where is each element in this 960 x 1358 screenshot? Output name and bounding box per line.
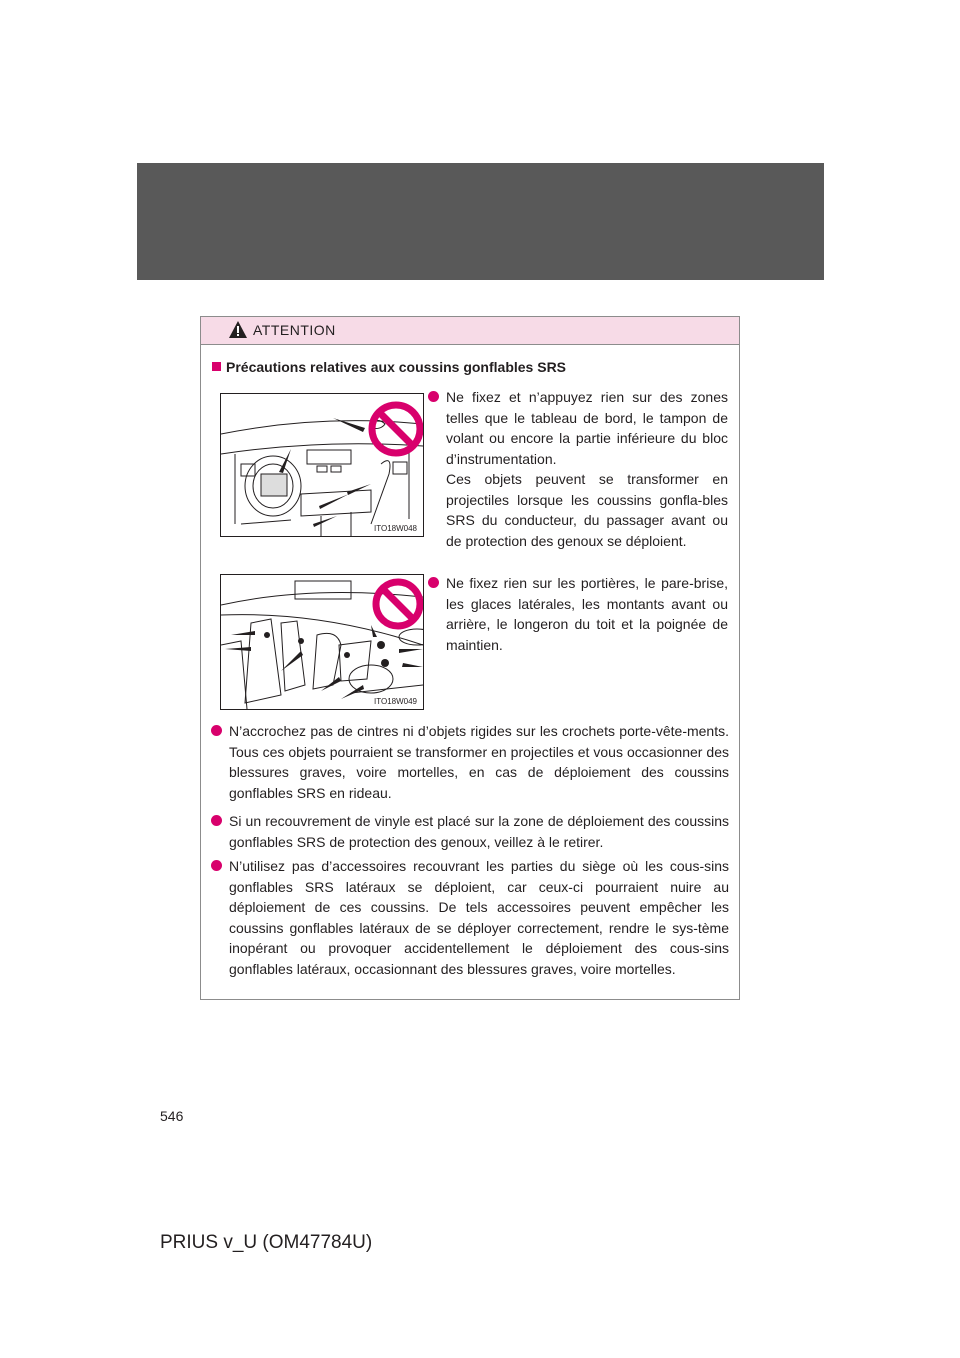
bullet-dashboard: Ne fixez et n’appuyez rien sur des zones telles que le tableau de bord, le tampon de volant ou encore la partie inférieure du bloc d’instrumentation. Ces objets peuvent se transformer en projectiles lorsque les coussins gonfla-bles SRS du conducteur, du passager avant ou de protection des genoux se déploient. (446, 387, 728, 551)
page-number: 546 (160, 1108, 184, 1124)
bullet-vinyl-cover: Si un recouvrement de vinyle est placé sur la zone de déploiement des coussins gonflables SRS de protection des genoux, veillez à le retirer. (229, 811, 729, 852)
section-title: Précautions relatives aux coussins gonflables SRS (212, 359, 566, 375)
bullet-coat-hooks: N’accrochez pas de cintres ni d’objets rigides sur les crochets porte-vête-ments. Tous ces objets pourraient se transformer en projectiles et vous occasionner des blessures graves, voire mortelles, en cas de déploiement des coussins gonflables SRS en rideau. (229, 721, 729, 803)
bullet-dot-icon (211, 860, 222, 871)
bullet-dot-icon (211, 725, 222, 736)
dashboard-illustration (220, 393, 424, 537)
attention-box (200, 316, 740, 1000)
footer-model: PRIUS v_U (OM47784U) (160, 1232, 373, 1253)
bullet-seat-accessories: N’utilisez pas d’accessoires recouvrant les parties du siège où les cous-sins gonflables SRS latéraux se déploient, car ceux-ci pourraient nuire au déploiement de ces coussins. De tels accessoires peuvent empêcher les coussins gonflables latéraux de se déployer correctement, rendre le sys-tème inopérant ou provoquer accidentellement le déploiement des cous-sins gonflables latéraux, occasionnant des blessures graves, voire mortelles. (229, 856, 729, 979)
bullet-dot-icon (428, 577, 439, 588)
warning-triangle-icon (229, 321, 247, 338)
attention-title: ATTENTION (253, 322, 336, 338)
attention-header (201, 317, 739, 345)
section-square-icon (212, 362, 221, 371)
figure-code: ITO18W049 (374, 697, 417, 706)
header-band (137, 163, 824, 280)
bullet-dot-icon (428, 391, 439, 402)
bullet-doors: Ne fixez rien sur les portières, le pare-brise, les glaces latérales, les montants avant ou arrière, le longeron du toit et la poignée de maintien. (446, 573, 728, 655)
cabin-illustration (220, 574, 424, 710)
prohibition-icon (371, 577, 424, 631)
bullet-dot-icon (211, 815, 222, 826)
figure-code: ITO18W048 (374, 524, 417, 533)
prohibition-icon (367, 400, 424, 458)
